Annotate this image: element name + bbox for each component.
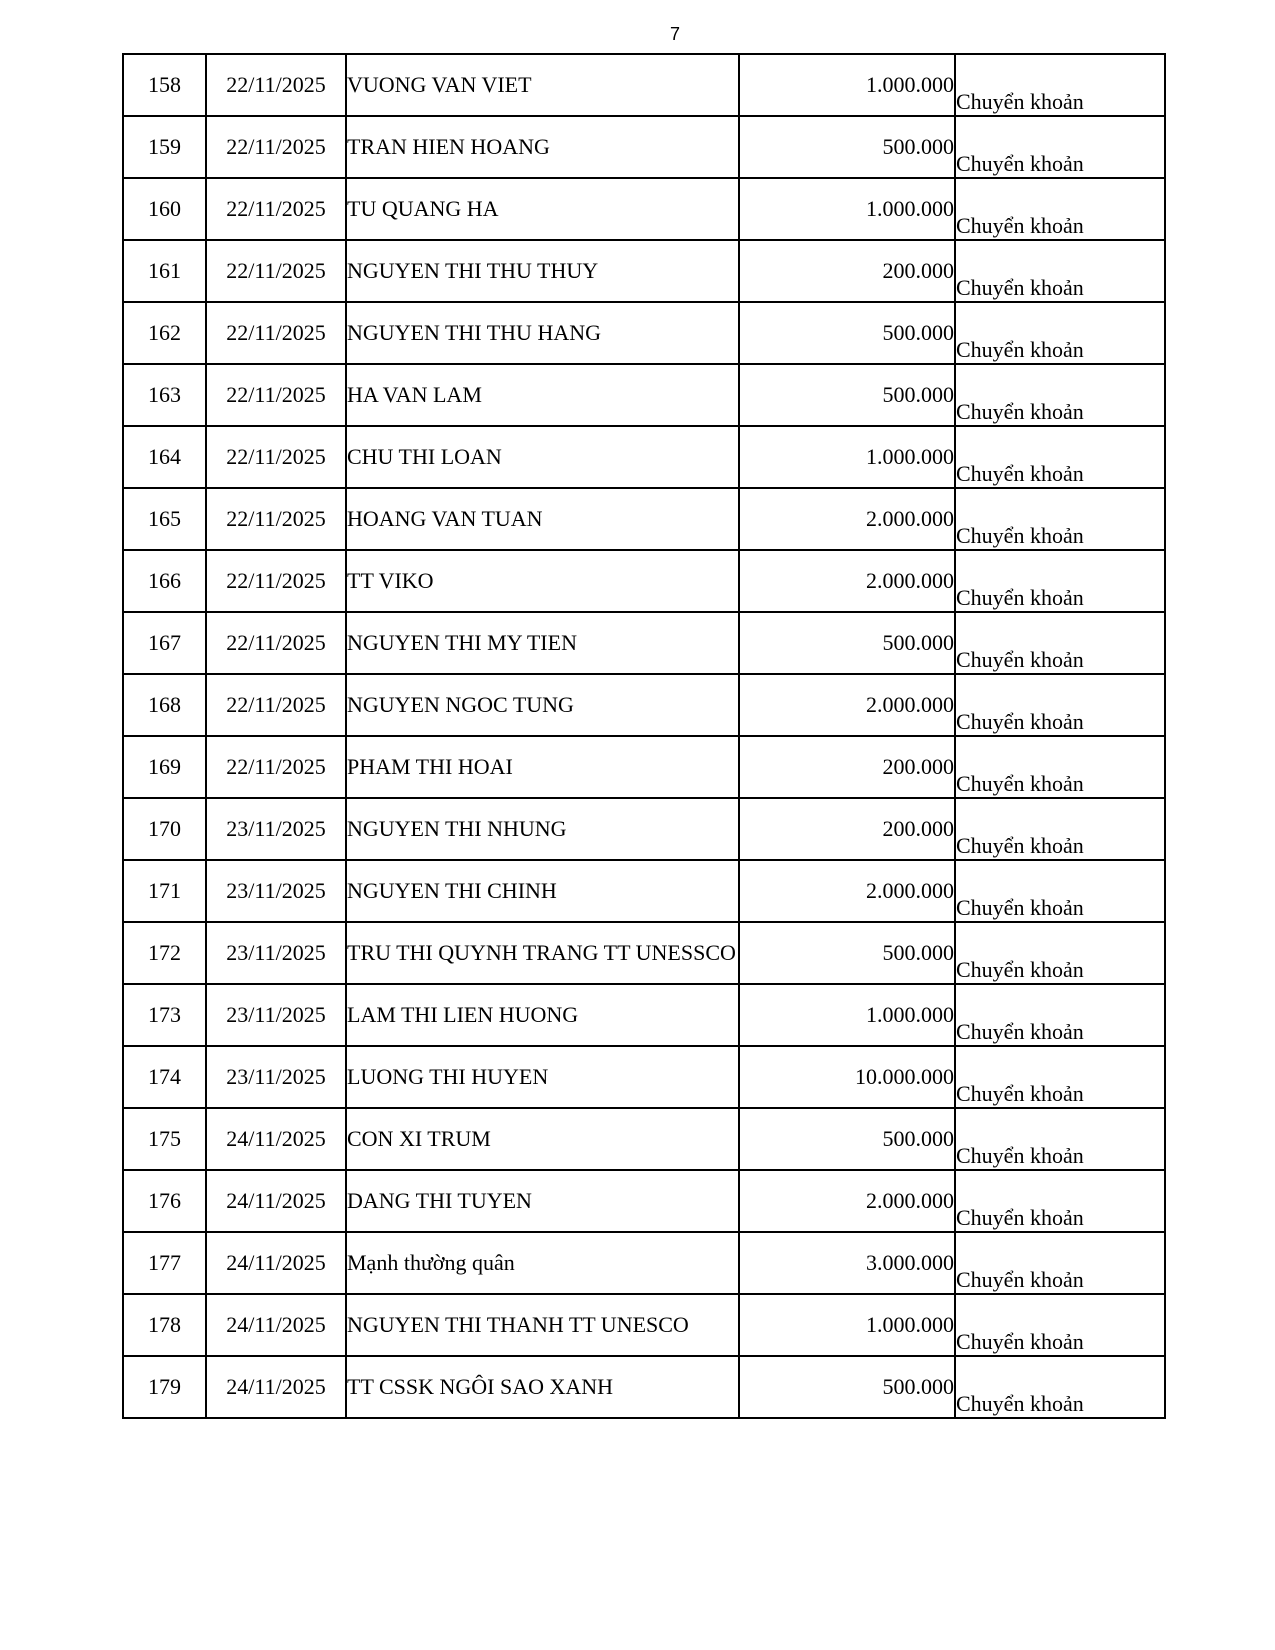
transaction-date: 24/11/2025 <box>206 1170 346 1232</box>
donation-amount: 10.000.000 <box>739 1046 955 1108</box>
transaction-date: 23/11/2025 <box>206 860 346 922</box>
table-row <box>123 488 1165 550</box>
row-number: 170 <box>123 798 206 860</box>
donor-name: CON XI TRUM <box>346 1108 739 1170</box>
table-row <box>123 54 1165 116</box>
transaction-date: 24/11/2025 <box>206 1108 346 1170</box>
table-row <box>123 116 1165 178</box>
payment-method: Chuyển khoản <box>955 364 1165 426</box>
table-row <box>123 736 1165 798</box>
payment-method: Chuyển khoản <box>955 1108 1165 1170</box>
donor-name: HOANG VAN TUAN <box>346 488 739 550</box>
table-row <box>123 1046 1165 1108</box>
donor-name: NGUYEN THI THU THUY <box>346 240 739 302</box>
donor-name: LAM THI LIEN HUONG <box>346 984 739 1046</box>
table-row <box>123 674 1165 736</box>
table-row <box>123 426 1165 488</box>
row-number: 158 <box>123 54 206 116</box>
donation-amount: 200.000 <box>739 798 955 860</box>
transaction-date: 22/11/2025 <box>206 364 346 426</box>
payment-method: Chuyển khoản <box>955 116 1165 178</box>
donation-amount: 500.000 <box>739 116 955 178</box>
row-number: 176 <box>123 1170 206 1232</box>
transaction-date: 22/11/2025 <box>206 116 346 178</box>
donation-amount: 500.000 <box>739 1108 955 1170</box>
donor-name: TT CSSK NGÔI SAO XANH <box>346 1356 739 1418</box>
table-row <box>123 612 1165 674</box>
transaction-date: 22/11/2025 <box>206 54 346 116</box>
donation-amount: 2.000.000 <box>739 674 955 736</box>
table-row <box>123 1232 1165 1294</box>
payment-method: Chuyển khoản <box>955 488 1165 550</box>
donor-name: NGUYEN THI THU HANG <box>346 302 739 364</box>
donor-name: CHU THI LOAN <box>346 426 739 488</box>
table-row <box>123 178 1165 240</box>
table-row <box>123 302 1165 364</box>
payment-method: Chuyển khoản <box>955 1294 1165 1356</box>
row-number: 162 <box>123 302 206 364</box>
transaction-date: 22/11/2025 <box>206 736 346 798</box>
donation-amount: 500.000 <box>739 1356 955 1418</box>
row-number: 172 <box>123 922 206 984</box>
payment-method: Chuyển khoản <box>955 302 1165 364</box>
transaction-date: 24/11/2025 <box>206 1232 346 1294</box>
payment-method: Chuyển khoản <box>955 922 1165 984</box>
payment-method: Chuyển khoản <box>955 1232 1165 1294</box>
row-number: 177 <box>123 1232 206 1294</box>
payment-method: Chuyển khoản <box>955 984 1165 1046</box>
donation-amount: 1.000.000 <box>739 54 955 116</box>
row-number: 174 <box>123 1046 206 1108</box>
donation-table <box>122 53 1166 1419</box>
donor-name: TT VIKO <box>346 550 739 612</box>
transaction-date: 23/11/2025 <box>206 984 346 1046</box>
row-number: 169 <box>123 736 206 798</box>
donation-amount: 500.000 <box>739 612 955 674</box>
donor-name: LUONG THI HUYEN <box>346 1046 739 1108</box>
donor-name: NGUYEN THI MY TIEN <box>346 612 739 674</box>
donation-amount: 2.000.000 <box>739 860 955 922</box>
transaction-date: 22/11/2025 <box>206 178 346 240</box>
payment-method: Chuyển khoản <box>955 1046 1165 1108</box>
row-number: 168 <box>123 674 206 736</box>
payment-method: Chuyển khoản <box>955 674 1165 736</box>
donor-name: NGUYEN THI CHINH <box>346 860 739 922</box>
payment-method: Chuyển khoản <box>955 1356 1165 1418</box>
donation-amount: 3.000.000 <box>739 1232 955 1294</box>
row-number: 166 <box>123 550 206 612</box>
transaction-date: 22/11/2025 <box>206 426 346 488</box>
donation-amount: 1.000.000 <box>739 178 955 240</box>
row-number: 179 <box>123 1356 206 1418</box>
row-number: 165 <box>123 488 206 550</box>
transaction-date: 22/11/2025 <box>206 674 346 736</box>
donor-name: TRAN HIEN HOANG <box>346 116 739 178</box>
table-row <box>123 1294 1165 1356</box>
table-row <box>123 922 1165 984</box>
donation-amount: 500.000 <box>739 922 955 984</box>
transaction-date: 23/11/2025 <box>206 922 346 984</box>
payment-method: Chuyển khoản <box>955 736 1165 798</box>
table-row <box>123 798 1165 860</box>
donor-name: HA VAN LAM <box>346 364 739 426</box>
transaction-date: 23/11/2025 <box>206 1046 346 1108</box>
payment-method: Chuyển khoản <box>955 54 1165 116</box>
transaction-date: 24/11/2025 <box>206 1294 346 1356</box>
payment-method: Chuyển khoản <box>955 860 1165 922</box>
page-number: 7 <box>669 24 680 44</box>
donation-amount: 200.000 <box>739 736 955 798</box>
payment-method: Chuyển khoản <box>955 178 1165 240</box>
donor-name: TU QUANG HA <box>346 178 739 240</box>
donor-name: NGUYEN THI NHUNG <box>346 798 739 860</box>
payment-method: Chuyển khoản <box>955 1170 1165 1232</box>
donation-amount: 2.000.000 <box>739 1170 955 1232</box>
donation-amount: 500.000 <box>739 302 955 364</box>
donor-name: NGUYEN THI THANH TT UNESCO <box>346 1294 739 1356</box>
donor-name: NGUYEN NGOC TUNG <box>346 674 739 736</box>
table-row <box>123 1170 1165 1232</box>
row-number: 173 <box>123 984 206 1046</box>
transaction-date: 22/11/2025 <box>206 240 346 302</box>
payment-method: Chuyển khoản <box>955 550 1165 612</box>
table-row <box>123 550 1165 612</box>
donor-name: VUONG VAN VIET <box>346 54 739 116</box>
row-number: 160 <box>123 178 206 240</box>
row-number: 159 <box>123 116 206 178</box>
transaction-date: 22/11/2025 <box>206 550 346 612</box>
donation-amount: 500.000 <box>739 364 955 426</box>
table-row <box>123 364 1165 426</box>
table-row <box>123 240 1165 302</box>
payment-method: Chuyển khoản <box>955 426 1165 488</box>
donation-amount: 1.000.000 <box>739 984 955 1046</box>
donor-name: TRU THI QUYNH TRANG TT UNESSCO <box>346 922 739 984</box>
row-number: 171 <box>123 860 206 922</box>
payment-method: Chuyển khoản <box>955 240 1165 302</box>
donation-amount: 200.000 <box>739 240 955 302</box>
donor-name: DANG THI TUYEN <box>346 1170 739 1232</box>
payment-method: Chuyển khoản <box>955 798 1165 860</box>
transaction-date: 24/11/2025 <box>206 1356 346 1418</box>
row-number: 163 <box>123 364 206 426</box>
donation-amount: 2.000.000 <box>739 488 955 550</box>
transaction-date: 22/11/2025 <box>206 488 346 550</box>
table-row <box>123 1108 1165 1170</box>
payment-method: Chuyển khoản <box>955 612 1165 674</box>
table-row <box>123 860 1165 922</box>
transaction-date: 22/11/2025 <box>206 302 346 364</box>
donor-name: Mạnh thường quân <box>346 1232 739 1294</box>
row-number: 175 <box>123 1108 206 1170</box>
transaction-date: 22/11/2025 <box>206 612 346 674</box>
donation-amount: 2.000.000 <box>739 550 955 612</box>
donation-amount: 1.000.000 <box>739 426 955 488</box>
table-row <box>123 1356 1165 1418</box>
row-number: 178 <box>123 1294 206 1356</box>
row-number: 167 <box>123 612 206 674</box>
donor-name: PHAM THI HOAI <box>346 736 739 798</box>
donation-table-body <box>123 54 1165 1418</box>
table-row <box>123 984 1165 1046</box>
transaction-date: 23/11/2025 <box>206 798 346 860</box>
row-number: 161 <box>123 240 206 302</box>
row-number: 164 <box>123 426 206 488</box>
donation-amount: 1.000.000 <box>739 1294 955 1356</box>
